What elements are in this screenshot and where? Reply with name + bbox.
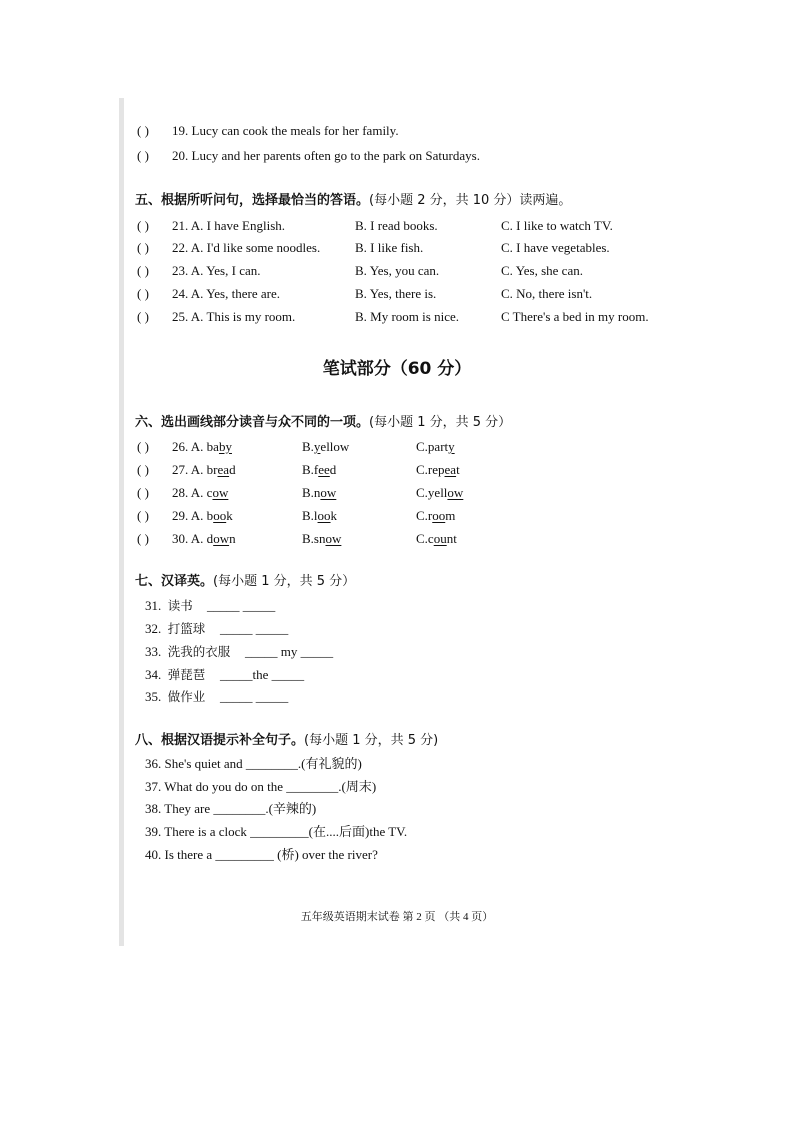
chinese-prompt: 做作业: [167, 689, 206, 704]
question-number: 26.: [172, 439, 189, 454]
section-note: (每小题 1 分，共 5 分）: [213, 574, 356, 589]
question-number: 28.: [172, 485, 189, 500]
question-number: 19.: [172, 123, 189, 138]
option-c: C. I like to watch TV.: [501, 218, 613, 233]
question-36: 36. She's quiet and ________.(有礼貌的): [145, 756, 362, 771]
option-a: A. I'd like some noodles.: [190, 240, 321, 255]
question-38: 38. They are ________.(辛辣的): [145, 801, 317, 816]
option-b-underlined: oo: [317, 508, 331, 523]
option-b-underlined: ee: [318, 462, 330, 477]
option-c-underlined: ou: [433, 531, 447, 546]
option-a: A. Yes, I can.: [190, 263, 261, 278]
section5-heading: [135, 193, 571, 209]
option-c: C. I have vegetables.: [501, 240, 610, 255]
option-b-text: B.n: [302, 485, 321, 500]
option-c: [416, 439, 455, 455]
section-note: (每小题 1 分，共 5 分): [304, 733, 439, 748]
question-25: [172, 309, 295, 325]
option-b-text: ellow: [320, 439, 350, 454]
option-a-underlined: oo: [213, 508, 227, 523]
page-footer: 五年级英语期末试卷 第 2 页 （共 4 页）: [300, 911, 494, 923]
option-c-text: C.part: [416, 439, 449, 454]
question-31: [145, 598, 193, 614]
option-c-underlined: y: [448, 439, 455, 454]
option-b: [302, 439, 349, 455]
option-c-text: C.yell: [416, 485, 448, 500]
question-30: [172, 531, 236, 547]
question-28: [172, 485, 228, 501]
option-b-underlined: ow: [325, 531, 342, 546]
chinese-prompt: 弹琵琶: [167, 667, 206, 682]
option-b: B. Yes, you can.: [355, 263, 440, 278]
question-number: 34.: [145, 667, 162, 682]
question-text: Lucy and her parents often go to the park on Saturdays.: [191, 148, 480, 163]
option-c: C. Yes, she can.: [501, 263, 583, 278]
answer-paren: ( ): [137, 240, 149, 255]
question-21: [172, 218, 285, 234]
answer-blank: _____ my _____: [245, 644, 334, 659]
option-b-text: B.l: [302, 508, 318, 523]
answer-paren: ( ): [137, 309, 149, 324]
question-number: 23.: [172, 263, 189, 278]
option-a-text: A. br: [190, 462, 218, 477]
question-number: 33.: [145, 644, 162, 659]
question-number: 32.: [145, 621, 162, 636]
section-title: 八、根据汉语提示补全句子。: [135, 733, 305, 748]
option-c-text: C.rep: [416, 462, 445, 477]
answer-paren: ( ): [137, 485, 149, 500]
option-c: [416, 462, 460, 478]
question-40: 40. Is there a _________ (桥) over the river?: [145, 847, 378, 862]
question-32: [145, 621, 205, 637]
option-b-text: B.f: [302, 462, 319, 477]
section-title: 六、选出画线部分读音与众不同的一项。: [135, 415, 370, 430]
question-19: [172, 123, 399, 139]
option-c: C There's a bed in my room.: [501, 309, 649, 324]
option-b-text: B.sn: [302, 531, 326, 546]
section-title: 五、根据所听问句，选择最恰当的答语。: [135, 193, 370, 208]
section-note: (每小题 2 分，共 10 分）读两遍。: [369, 193, 572, 208]
written-part-title: 笔试部分（60 分）: [322, 359, 472, 379]
option-a: A. This is my room.: [190, 309, 296, 324]
question-number: 20.: [172, 148, 189, 163]
answer-paren: ( ): [137, 286, 149, 301]
option-b: B. Yes, there is.: [355, 286, 437, 301]
section6-heading: [135, 415, 511, 431]
question-number: 29.: [172, 508, 189, 523]
question-24: [172, 286, 280, 302]
section8-heading: [135, 733, 438, 749]
chinese-prompt: 读书: [167, 598, 193, 613]
option-a: A. I have English.: [190, 218, 286, 233]
question-number: 25.: [172, 309, 189, 324]
answer-paren: ( ): [137, 462, 149, 477]
question-37: 37. What do you do on the ________.(周末): [145, 779, 377, 794]
answer-paren: ( ): [137, 263, 149, 278]
option-b: B. I read books.: [355, 218, 438, 233]
option-b: B. My room is nice.: [355, 309, 459, 324]
option-c-text: C.r: [416, 508, 433, 523]
option-c-underlined: ea: [444, 462, 457, 477]
question-text: Lucy can cook the meals for her family.: [191, 123, 399, 138]
option-c: C. No, there isn't.: [501, 286, 593, 301]
option-b: [302, 485, 336, 501]
question-27: [172, 462, 236, 478]
section7-heading: [135, 574, 355, 590]
answer-paren: ( ): [137, 148, 149, 163]
question-number: 21.: [172, 218, 189, 233]
question-number: 22.: [172, 240, 189, 255]
option-a-underlined: ow: [213, 531, 230, 546]
option-a: A. Yes, there are.: [190, 286, 280, 301]
question-39: 39. There is a clock _________(在....后面)the TV.: [145, 824, 408, 839]
option-a-text: d: [229, 462, 236, 477]
answer-blank: _____ _____: [220, 621, 289, 636]
option-c-underlined: oo: [432, 508, 446, 523]
option-a-text: A. b: [190, 508, 214, 523]
option-b: [302, 462, 336, 478]
option-c-underlined: ow: [447, 485, 464, 500]
question-33: [145, 644, 230, 660]
option-b-underlined: ow: [320, 485, 337, 500]
answer-paren: ( ): [137, 439, 149, 454]
question-20: [172, 148, 480, 164]
answer-paren: ( ): [137, 218, 149, 233]
answer-blank: _____ _____: [220, 689, 289, 704]
option-a-text: A. d: [190, 531, 214, 546]
option-b-text: d: [329, 462, 337, 477]
answer-paren: ( ): [137, 123, 149, 138]
option-b-text: k: [330, 508, 338, 523]
question-35: [145, 689, 205, 705]
option-a-text: A. c: [190, 485, 213, 500]
option-c-text: C.c: [416, 531, 434, 546]
answer-paren: ( ): [137, 531, 149, 546]
option-c: [416, 531, 457, 547]
option-c-text: t: [456, 462, 460, 477]
option-a-underlined: ow: [212, 485, 229, 500]
question-number: 35.: [145, 689, 162, 704]
question-number: 31.: [145, 598, 162, 613]
question-29: [172, 508, 233, 524]
option-a-underlined: ea: [217, 462, 230, 477]
question-number: 27.: [172, 462, 189, 477]
question-34: [145, 667, 205, 683]
option-a-text: k: [226, 508, 233, 523]
option-c-text: m: [445, 508, 456, 523]
answer-blank: _____the _____: [220, 667, 305, 682]
answer-paren: ( ): [137, 508, 149, 523]
option-a-text: A. ba: [190, 439, 219, 454]
question-23: [172, 263, 261, 279]
option-b-underlined: y: [313, 439, 321, 454]
question-26: [172, 439, 232, 455]
option-b: B. I like fish.: [355, 240, 424, 255]
answer-blank: _____ _____: [207, 598, 276, 613]
question-22: [172, 240, 320, 256]
option-b: [302, 508, 337, 524]
option-a-text: n: [229, 531, 236, 546]
section-note: (每小题 1 分，共 5 分）: [369, 415, 512, 430]
option-b: [302, 531, 341, 547]
question-number: 24.: [172, 286, 189, 301]
chinese-prompt: 打篮球: [167, 621, 206, 636]
section-title: 七、汉译英。: [135, 574, 214, 589]
option-a-underlined: by: [218, 439, 232, 454]
question-number: 30.: [172, 531, 189, 546]
option-c: [416, 508, 455, 524]
page-margin-line: [119, 98, 124, 946]
option-c: [416, 485, 463, 501]
option-c-text: nt: [446, 531, 457, 546]
option-b-text: B.: [302, 439, 314, 454]
chinese-prompt: 洗我的衣服: [167, 644, 231, 659]
